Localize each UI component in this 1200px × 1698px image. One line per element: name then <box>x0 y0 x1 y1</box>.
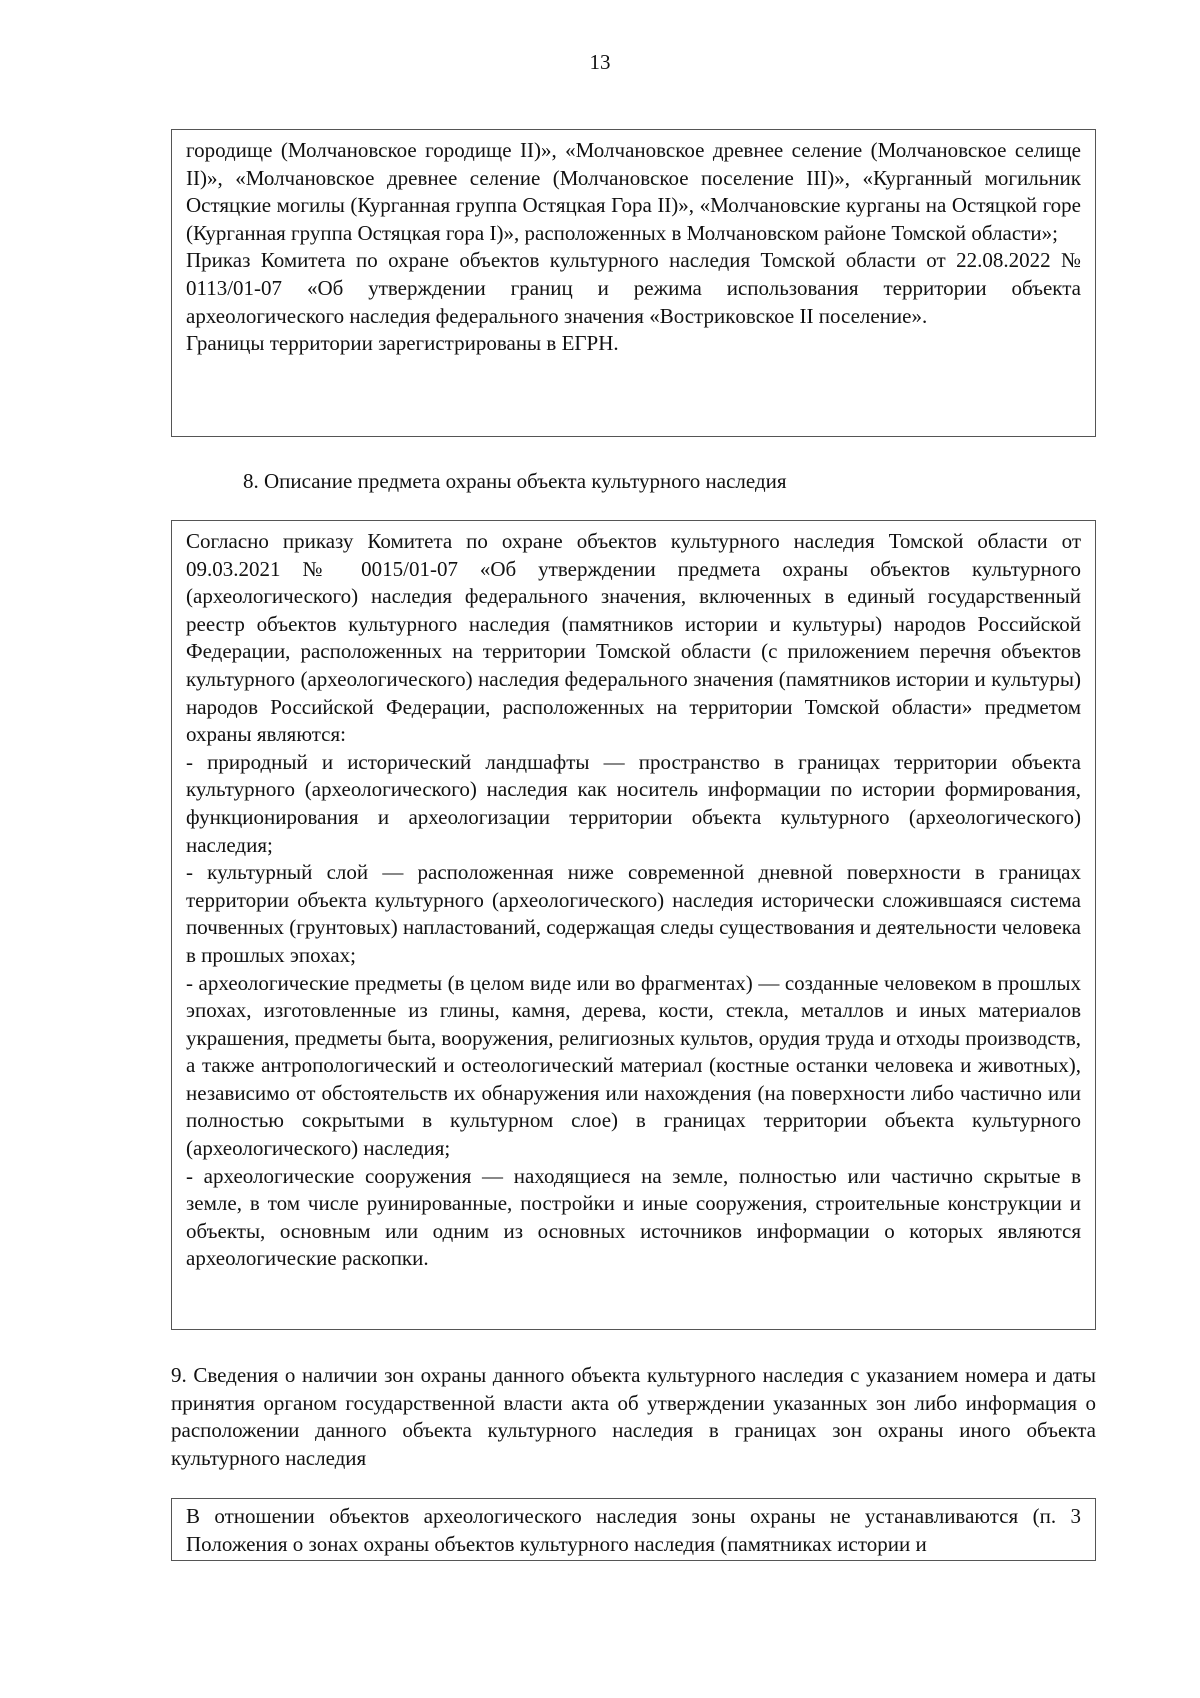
continuation-table-cell <box>171 129 1096 437</box>
paragraph: - археологические предметы (в целом виде или во фрагментах) — созданные человеком в прошлых эпохах, изготовленные из глины, камня, дерева, кости, стекла, металлов и иных материалов украшения, предметы быта, вооружения, религиозных культов, орудия труда и отходы производств, а также антропологический и остеологический материал (костные останки человека и животных), независимо от обстоятельств их обнаружения или нахождения (на поверхности либо частично или полностью сокрытыми в культурном слое) в границах территории объекта культурного (археологического) наследия; <box>186 970 1081 1161</box>
paragraph: городище (Молчановское городище II)», «Молчановское древнее селение (Молчановское селище II)», «Молчановское древнее селение (Молчановское поселение III)», «Курганный могильник Остяцкие могилы (Курганная группа Остяцкая Гора II)», «Молчановские курганы на Остяцкой горе (Курганная группа Остяцкая гора I)», расположенных в Молчановском районе Томской области»; <box>186 138 1081 245</box>
protection-subject-table-cell <box>171 520 1096 1330</box>
section-9-heading-text: 9. Сведения о наличии зон охраны данного объекта культурного наследия с указанием номера и даты принятия органом государственной власти акта об утверждении указанных зон либо информация о расположении данного объекта культурного наследия в границах зон охраны иного объекта культурного наследия <box>171 1363 1096 1470</box>
paragraph: - археологические сооружения — находящиеся на земле, полностью или частично скрытые в земле, в том числе руинированные, постройки и иные сооружения, строительные конструкции и объекты, основным или одним из основных источников информации о которых являются археологические раскопки. <box>186 1163 1081 1271</box>
protection-zones-table-cell <box>171 1498 1096 1561</box>
paragraph: Границы территории зарегистрированы в ЕГРН. <box>186 331 619 356</box>
section-8-heading: 8. Описание предмета охраны объекта культурного наследия <box>243 469 787 493</box>
paragraph: Приказ Комитета по охране объектов культурного наследия Томской области от 22.08.2022 № 0113/01-07 «Об утверждении границ и режима использования территории объекта археологического наследия федерального значения «Вострикoвское II поселение». <box>186 248 1081 328</box>
page-number: 13 <box>589 50 611 74</box>
paragraph: В отношении объектов археологического наследия зоны охраны не устанавливаются (п. 3 Положения о зонах охраны объектов культурного наследия (памятниках истории и <box>186 1504 1081 1556</box>
paragraph: - культурный слой — расположенная ниже современной дневной поверхности в границах территории объекта культурного (археологического) наследия исторически сложившаяся система почвенных (грунтовых) напластований, содержащая следы существования и деятельности человека в прошлых эпохах; <box>186 860 1081 967</box>
section-9-heading <box>171 1362 1096 1472</box>
paragraph: - природный и исторический ландшафты — пространство в границах территории объекта культурного (археологического) наследия как носитель информации по истории формирования, функционирования и археологизации территории объекта культурного (археологического) наследия; <box>186 749 1081 857</box>
paragraph: Согласно приказу Комитета по охране объектов культурного наследия Томской области от 09.03.2021 № 0015/01-07 «Об утверждении предмета охраны объектов культурного (археологического) наследия федерального значения, включенных в единый государственный реестр объектов культурного наследия (памятников истории и культуры) народов Российской Федерации, расположенных на территории Томской области (с приложением перечня объектов культурного (археологического) наследия федерального значения (памятников истории и культуры) народов Российской Федерации, расположенных на территории Томской области» предметом охраны являются: <box>186 529 1081 747</box>
